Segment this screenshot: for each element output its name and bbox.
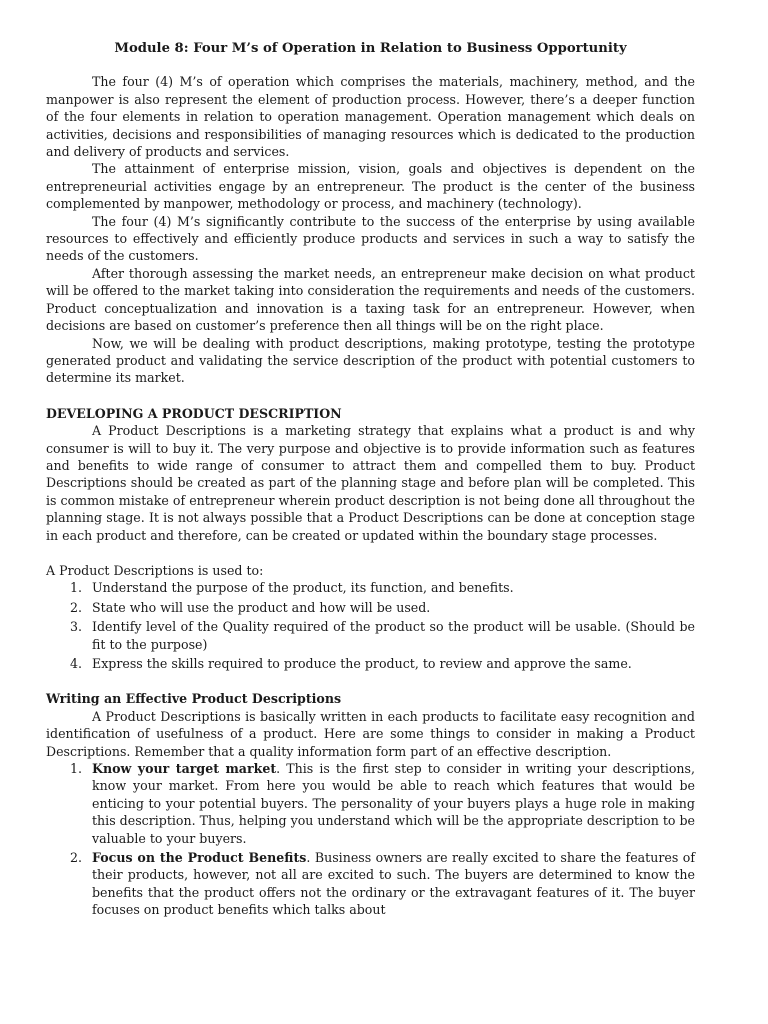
list-text: Express the skills required to produce the product, to review and approve the same. bbox=[92, 656, 632, 671]
section-writing-descriptions bbox=[46, 690, 695, 918]
intro-paragraph: The attainment of enterprise mission, vision, goals and objectives is dependent on the entrepreneurial activities engage by an entrepreneur. The product is the center of the business complemented by manpower, methodology or process, and machinery (technology). bbox=[46, 161, 695, 212]
list-number: 1. bbox=[70, 761, 83, 777]
list-intro: A Product Descriptions is used to: bbox=[46, 562, 264, 578]
list-text: . Business owners are really excited to share the features of their products, however, not all are excited to such. The buyers are determined to know the benefits that the product offers not the ordinary or the extravagant features of it. The buyer focuses on product benefits which talks about bbox=[92, 850, 695, 918]
list-number: 2. bbox=[70, 850, 83, 866]
section-heading: DEVELOPING A PRODUCT DESCRIPTION bbox=[46, 405, 342, 421]
intro-paragraph: After thorough assessing the market needs, an entrepreneur make decision on what product will be offered to the market taking into consideration the requirements and needs of the customers. Product conceptualization and innovation is a taxing task for an entrepreneur. However, when decisions are based on customer’s preference then all things will be on the right place. bbox=[46, 265, 695, 334]
list-text: State who will use the product and how will be used. bbox=[92, 599, 431, 615]
list-item bbox=[70, 618, 695, 653]
list-text: . This is the first step to consider in writing your descriptions, know your market. From here you would be able to reach which features that would be enticing to your potential buyers. The personality of your buyers plays a huge role in making this description. Thus, helping you understand which will be the appropriate description to be valuable to your buyers. bbox=[92, 761, 696, 846]
list-text: Identify level of the Quality required of the product so the product will be usable. (Should be fit to the purpose) bbox=[92, 619, 695, 652]
uses-list bbox=[46, 579, 695, 672]
list-item bbox=[70, 579, 695, 596]
section-paragraph: A Product Descriptions is basically written in each products to facilitate easy recognition and identification of usefulness of a product. Here are some things to consider in making a Product Descriptions. Remember that a quality information form part of an effective description. bbox=[46, 708, 695, 759]
list-bold-term: Focus on the Product Benefits bbox=[92, 850, 307, 866]
list-item bbox=[70, 599, 695, 616]
intro-paragraph: The four (4) M’s significantly contribute to the success of the enterprise by using available resources to effectively and efficiently produce products and services in such a way to satisfy the needs of the customers. bbox=[46, 213, 695, 264]
list-text: Understand the purpose of the product, its function, and benefits. bbox=[92, 580, 514, 596]
list-number: 2. bbox=[70, 599, 83, 615]
list-item bbox=[70, 760, 696, 847]
list-item bbox=[70, 849, 695, 919]
intro-section bbox=[46, 73, 695, 386]
section-paragraph: A Product Descriptions is a marketing strategy that explains what a product is and why consumer is will to buy it. The very purpose and objective is to provide information such as features and benefits to wide range of consumer to attract them and compelled them to buy. Product Descriptions should be created as part of the planning stage and before plan will be completed. This is common mistake of entrepreneur wherein product description is not being done all throughout the planning stage. It is not always possible that a Product Descriptions can be done at conception stage in each product and therefore, can be created or updated within the boundary stage processes. bbox=[46, 423, 695, 543]
section-heading: Writing an Effective Product Descriptions bbox=[46, 691, 342, 707]
page-title: Module 8: Four M’s of Operation in Relation to Business Opportunity bbox=[114, 41, 627, 56]
list-bold-term: Know your target market bbox=[92, 761, 277, 777]
list-number: 4. bbox=[70, 656, 83, 671]
intro-paragraph: The four (4) M’s of operation which comprises the materials, machinery, method, and the manpower is also represent the element of production process. However, there’s a deeper function of the four elements in relation to operation management. Operation management which deals on activities, decisions and responsibilities of managing resources which is dedicated to the production and delivery of products and services. bbox=[46, 74, 695, 160]
tips-list bbox=[46, 760, 695, 919]
intro-paragraph: Now, we will be dealing with product descriptions, making prototype, testing the prototype generated product and validating the service description of the product with potential customers to determine its market. bbox=[46, 335, 695, 386]
list-item bbox=[70, 655, 695, 672]
section-product-description bbox=[46, 405, 695, 673]
list-number: 3. bbox=[70, 619, 83, 635]
list-number: 1. bbox=[70, 580, 83, 596]
